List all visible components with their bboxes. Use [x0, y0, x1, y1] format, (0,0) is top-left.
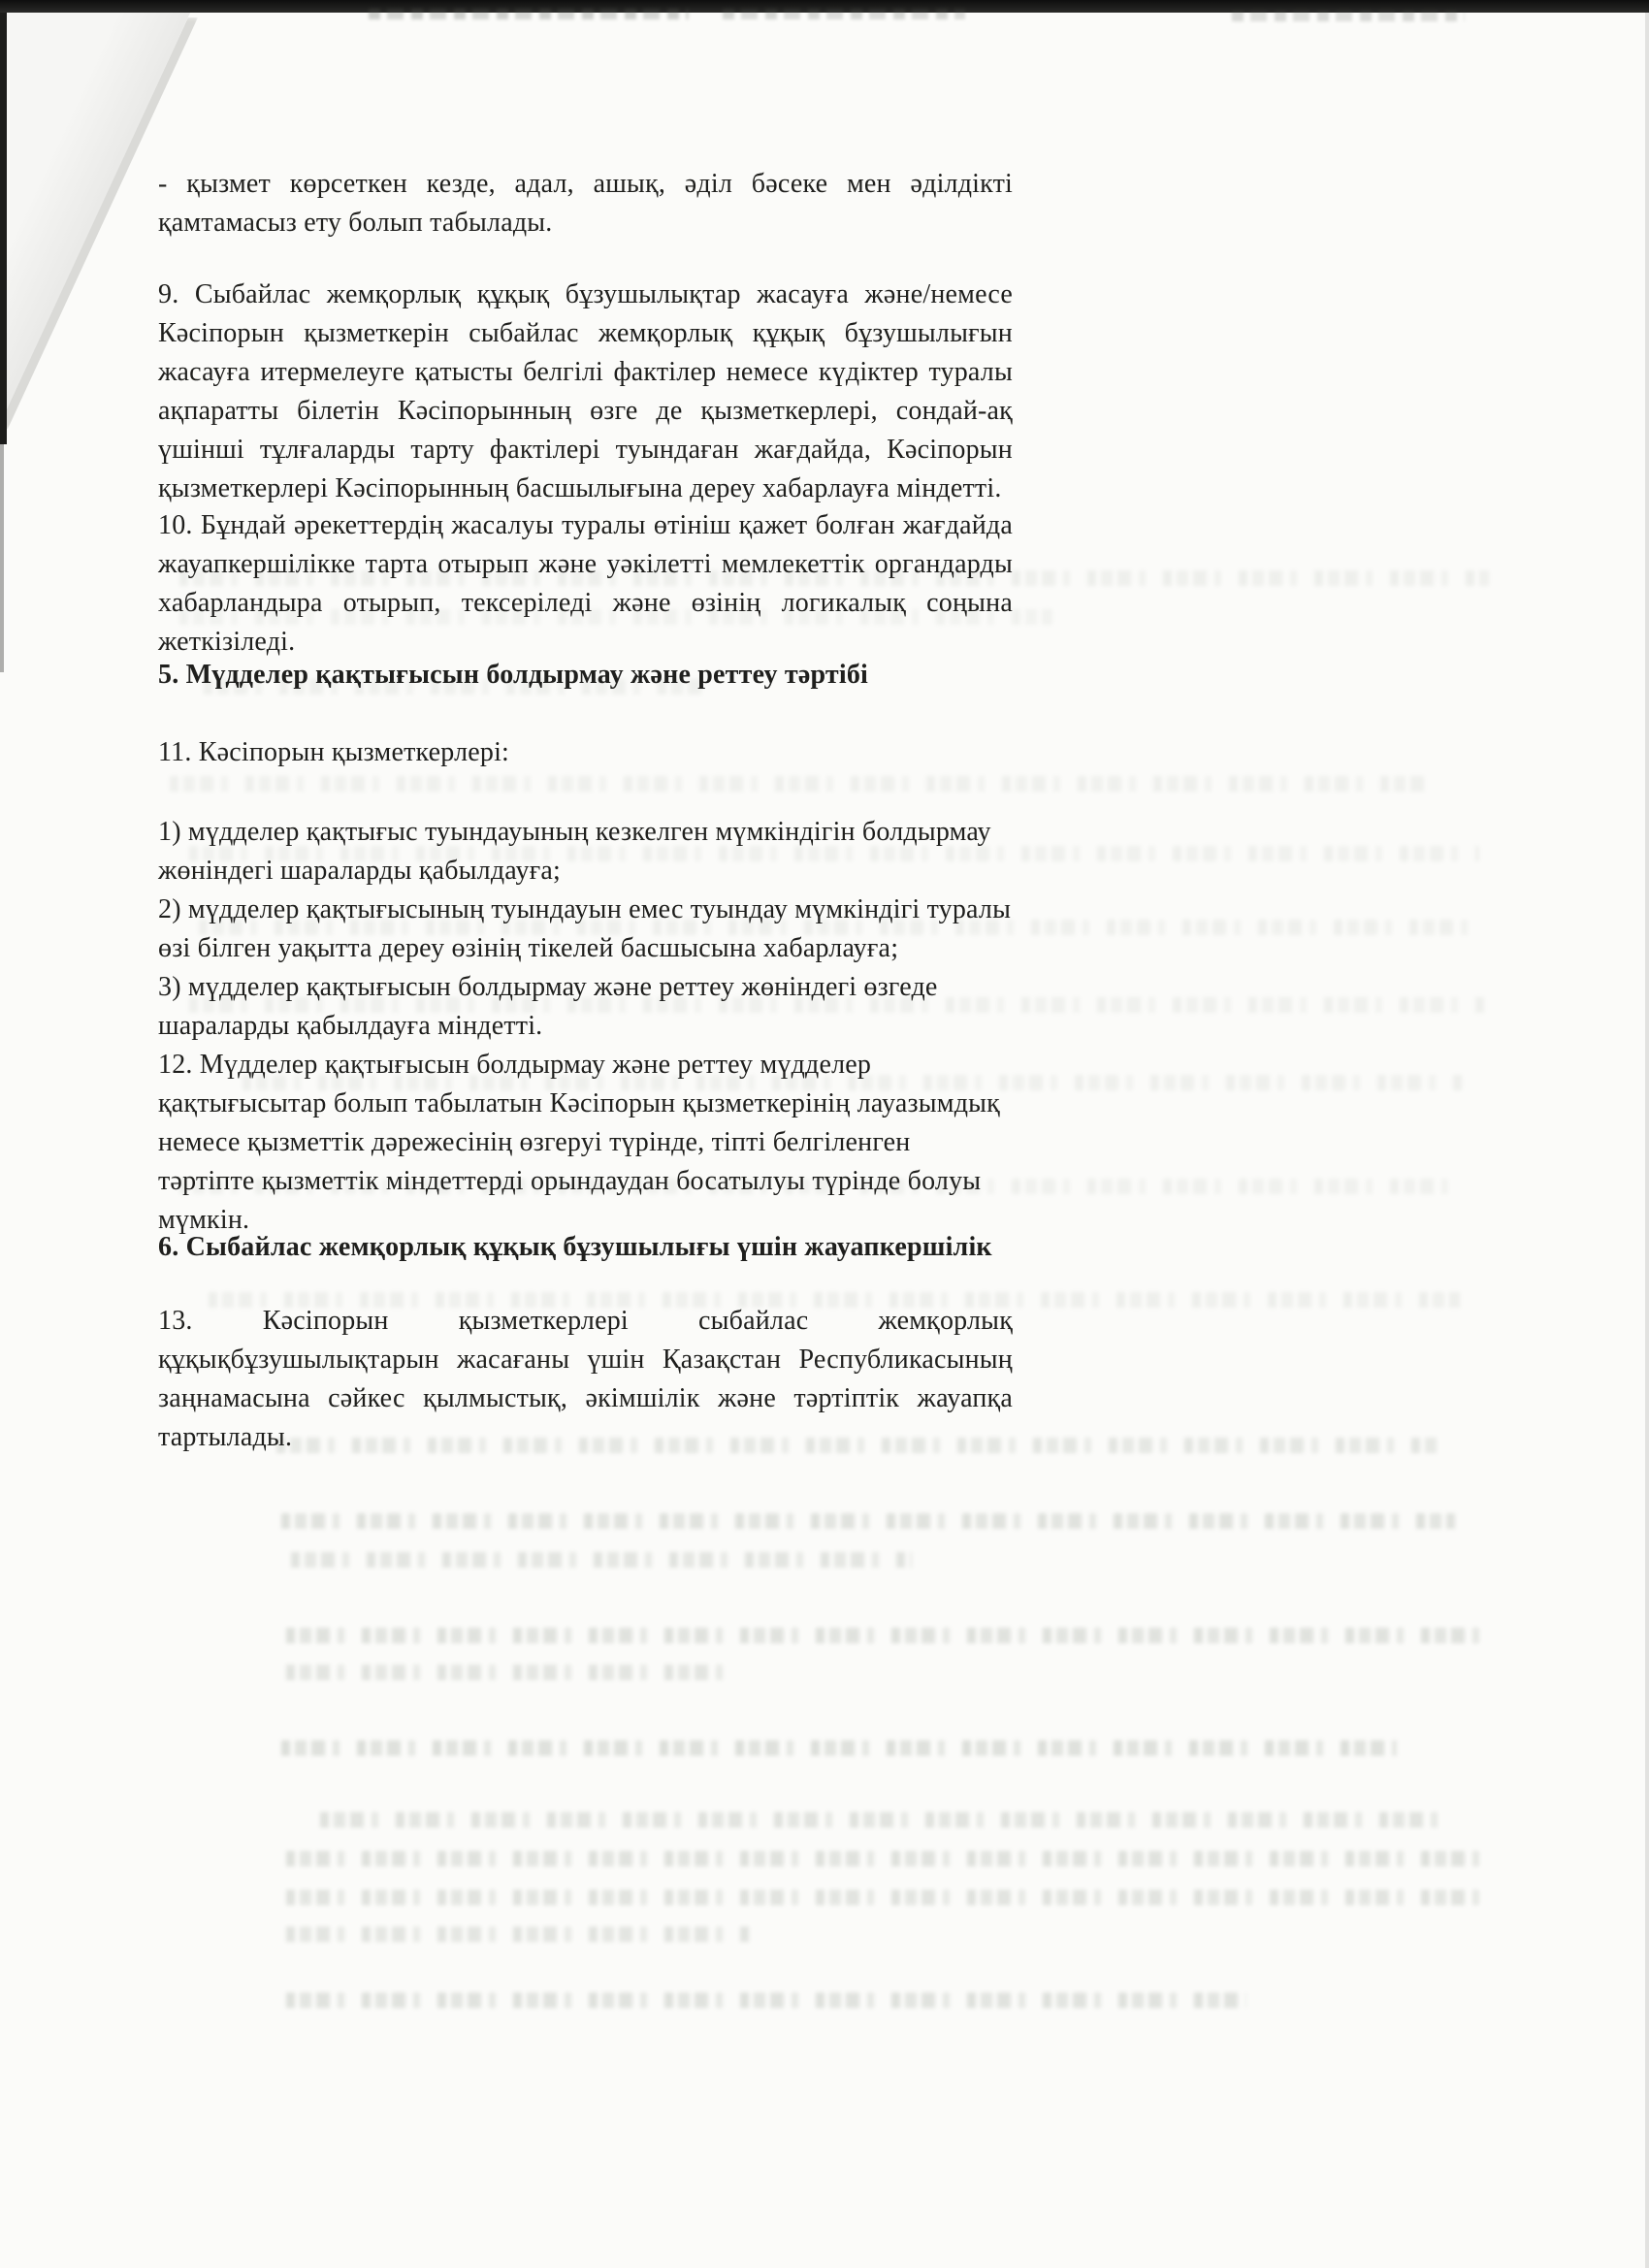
list-item-1: 1) мүдделер қақтығыс туындауының кезкелген мүмкіндігін болдырмау жөніндегі шараларды қабылдауға; [158, 817, 991, 886]
paragraph-9: 9. Сыбайлас жемқорлық құқық бұзушылықтар жасауға және/немесе Кәсіпорын қызметкерін сыбайлас жемқорлық құқық бұзушылығын жасауға итермелеуге қатысты белгілі фактілер немесе күдіктер туралы ақпаратты білетін Кәсіпорынның өзге де қызметкерлері, сондай-ақ үшінші тұлғаларды тарту фактілері туындаған жағдайда, Кәсіпорын қызметкерлері Кәсіпорынның басшылығына дереу хабарлауға міндетті. [158, 279, 1013, 503]
paragraph-10: 10. Бұндай әрекеттердің жасалуы туралы өтініш қажет болған жағдайда жауапкершілікке тарта отырып және уәкілетті мемлекеттік органдарды хабарландыра отырып, тексеріледі және өзінің логикалық соңына жеткізіледі. [158, 510, 1013, 657]
scanner-left-edge-faint [0, 444, 4, 672]
scanner-top-edge [0, 0, 1649, 13]
section-5-heading: 5. Мүдделер қақтығысын болдырмау және реттеу тәртібі [158, 660, 869, 690]
list-and-paragraph-12 [158, 813, 1013, 1240]
list-item-2: 2) мүдделер қақтығысының туындауын емес туындау мүмкіндігі туралы өзі білген уақытта дереу өзінің тікелей басшысына хабарлауға; [158, 894, 1012, 963]
list-item-3: 3) мүдделер қақтығысын болдырмау және реттеу жөніндегі өзгеде шараларды қабылдауға міндетті. [158, 972, 938, 1041]
paragraph-12: 12. Мүдделер қақтығысын болдырмау және реттеу мүдделер қақтығысытар болып табылатын Кәсіпорын қызметкерінің лауазымдық немесе қызметтік дәрежесінің өзгеруі түрінде, тіпті белгіленген тәртіпте қызметтік міндеттерді орындаудан босатылуы түрінде болуы мүмкін. [158, 1050, 1000, 1235]
section-6-heading: 6. Сыбайлас жемқорлық құқық бұзушылығы үшін жауапкершілік [158, 1232, 992, 1262]
paragraph-intro: - қызмет көрсеткен кезде, адал, ашық, әділ бәсеке мен әділдікті қамтамасыз ету болып табылады. [158, 169, 1013, 238]
scanner-left-edge [0, 13, 7, 444]
scanner-right-edge [1645, 13, 1649, 2268]
paragraph-13: 13. Кәсіпорын қызметкерлері сыбайлас жемқорлық құқықбұзушылықтарын жасағаны үшін Қазақстан Республикасының заңнамасына сәйкес қылмыстық, әкімшілік және тәртіптік жауапқа тартылады. [158, 1306, 1013, 1452]
paragraph-11: 11. Кәсіпорын қызметкерлері: [158, 737, 510, 767]
